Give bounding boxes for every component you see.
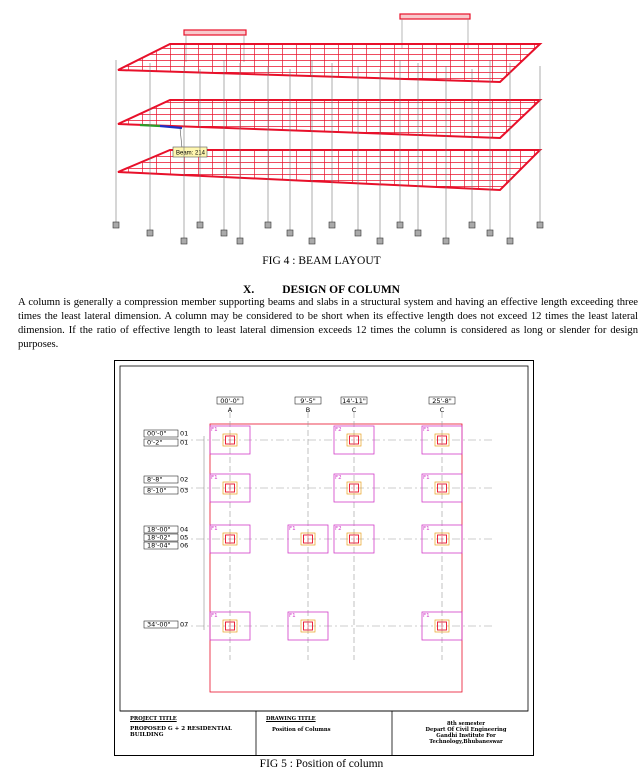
row-number: 01 <box>180 429 189 438</box>
footing-block <box>329 222 335 228</box>
penthouse-left <box>184 14 470 35</box>
beam-tag <box>173 128 207 157</box>
drawing-title: Position of Columns <box>272 727 331 733</box>
top-dimension: 9'-5" <box>300 397 316 405</box>
footing-label: F1 <box>423 526 430 532</box>
footing-block <box>113 222 119 228</box>
footing-label: F1 <box>423 613 430 619</box>
svg-text:Beam: 214: Beam: 214 <box>176 150 206 157</box>
footing-label: F1 <box>211 526 218 532</box>
section-title: DESIGN OF COLUMN <box>282 284 400 296</box>
footing-block <box>265 222 271 228</box>
row-number: 04 <box>180 525 189 534</box>
top-dimension: 00'-0" <box>220 397 240 405</box>
location: Technology,Bhubaneswar <box>429 739 503 745</box>
semester: 8th semester <box>447 721 485 727</box>
footing-block <box>197 222 203 228</box>
fig5-caption: FIG 5 : Position of column <box>259 758 384 770</box>
footing-block <box>181 238 187 244</box>
footing-label: F1 <box>289 526 296 532</box>
second-floor-slab <box>118 100 540 138</box>
footing-label: F1 <box>211 427 218 433</box>
row-dimension: 18'-02" <box>147 533 171 542</box>
footing-block <box>487 230 493 236</box>
row-dimension: 18'-00" <box>147 525 171 534</box>
footing-block <box>355 230 361 236</box>
footing-block <box>469 222 475 228</box>
top-dimension: 14'-11" <box>342 397 366 405</box>
row-number: 07 <box>180 620 189 629</box>
institute: Gandhi Institute For <box>436 733 496 739</box>
row-dimension: 34'-00" <box>147 620 171 629</box>
roof-slab <box>118 44 540 82</box>
row-dimension: 8'-8" <box>147 475 163 484</box>
drawing-title-label: DRAWING TITLE <box>266 716 316 722</box>
footing-block <box>415 230 421 236</box>
row-dimension: 18'-04" <box>147 541 171 550</box>
top-dimension: 25'-8" <box>432 397 452 405</box>
beam-layout-figure <box>100 0 570 250</box>
section-paragraph: A column is generally a compression member supporting beams and slabs in a structural system and having an effective length exceeding three times the least lateral dimension. A column may be considered to be short when its effective length does not exceed 12 times the least lateral dimension. If the ratio of effective length to least lateral dimension exceeds 12 times the column is considered as long or slender for design purposes. <box>18 297 638 350</box>
footing-block <box>221 230 227 236</box>
footing-block <box>443 238 449 244</box>
column-position-drawing <box>114 360 534 756</box>
footing-label: F2 <box>335 427 342 433</box>
row-dimension: 8'-10" <box>147 486 167 495</box>
project-title-label: PROJECT TITLE <box>130 716 177 722</box>
footing-block <box>287 230 293 236</box>
row-dimension: 00'-0" <box>147 429 167 438</box>
row-number: 05 <box>180 533 189 542</box>
footing-label: F1 <box>211 475 218 481</box>
row-number: 03 <box>180 486 189 495</box>
grid-letter: B <box>305 406 311 414</box>
footing-label: F1 <box>423 475 430 481</box>
footing-block <box>377 238 383 244</box>
grid-letter: C <box>439 406 445 414</box>
footing-block <box>537 222 543 228</box>
row-number: 01 <box>180 438 189 447</box>
fig4-caption: FIG 4 : BEAM LAYOUT <box>262 255 381 267</box>
footing-block <box>147 230 153 236</box>
footing-block <box>397 222 403 228</box>
row-number: 02 <box>180 475 189 484</box>
grid-letter: A <box>227 406 233 414</box>
department: Depart Of Civil Engineering <box>425 727 507 733</box>
row-dimension: 0'-2" <box>147 438 163 447</box>
footing-block <box>507 238 513 244</box>
row-number: 06 <box>180 541 189 550</box>
grid-letter: C <box>351 406 357 414</box>
section-number: X. <box>243 284 255 296</box>
project-title: PROPOSED G + 2 RESIDENTIAL BUILDING <box>130 726 232 738</box>
footing-label: F1 <box>211 613 218 619</box>
footing-label: F1 <box>289 613 296 619</box>
footing-label: F2 <box>335 526 342 532</box>
footing-label: F1 <box>423 427 430 433</box>
footing-block <box>237 238 243 244</box>
footing-label: F2 <box>335 475 342 481</box>
section-heading <box>0 284 643 296</box>
footing-block <box>309 238 315 244</box>
